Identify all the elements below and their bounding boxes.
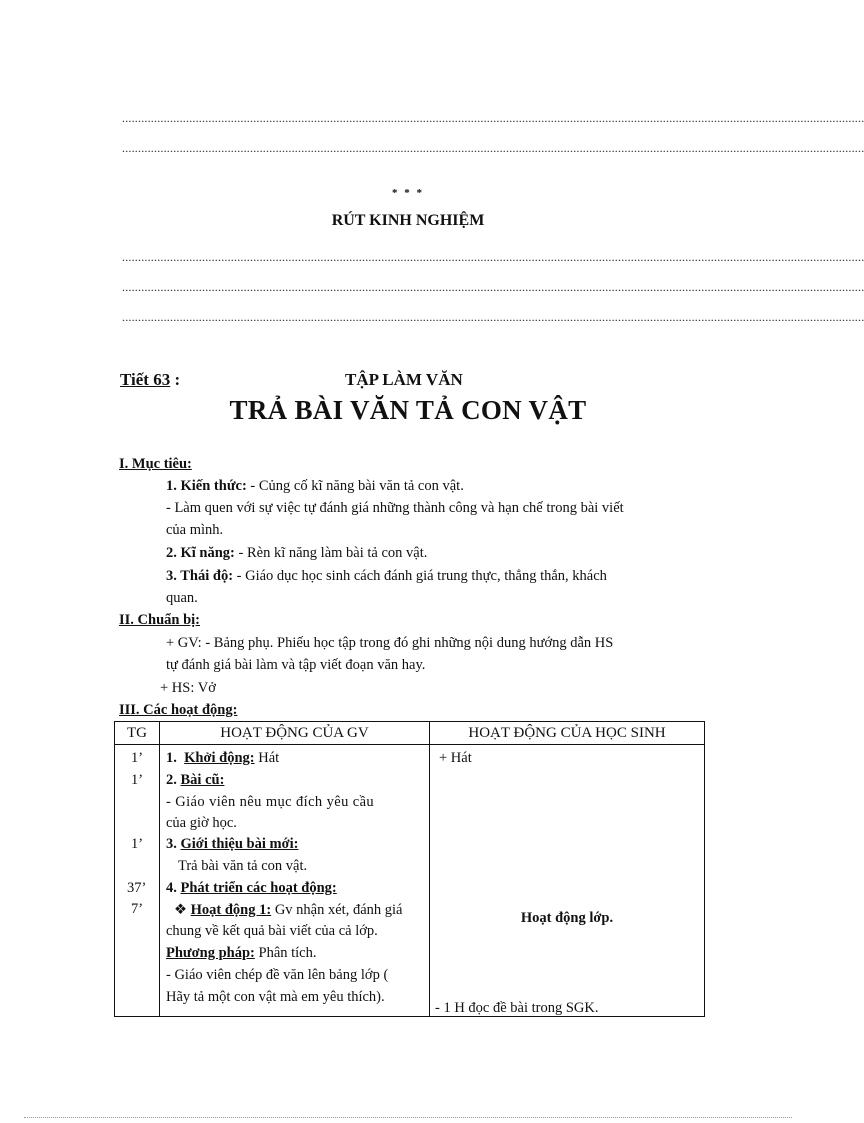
warmup-item: [166, 748, 279, 769]
dotted-line-1: ........................................................................................................................................................................................................................................: [122, 111, 864, 125]
objective-attitude-line2: quan.: [166, 590, 198, 606]
lesson-title: TRẢ BÀI VĂN TẢ CON VẬT: [229, 395, 587, 425]
objective-skill-text: - Rèn kĩ năng làm bài tả con vật.: [234, 545, 428, 561]
dotted-line-4: ........................................................................................................................................................................................................................................: [122, 280, 864, 294]
objective-knowledge-label: 1. Kiến thức:: [166, 478, 247, 494]
new-lesson-label: Giới thiệu bài mới:: [180, 836, 299, 852]
objective-knowledge-line2: - Làm quen với sự việc tự đánh giá những thành công và hạn chế trong bài viết: [166, 500, 624, 516]
objective-attitude-text: - Giáo dục học sinh cách đánh giá trung thực, thẳng thắn, khách: [233, 568, 607, 584]
warmup-text: Hát: [254, 750, 280, 766]
development-label: Phát triển các hoạt động:: [180, 880, 337, 896]
dotted-line-3: ........................................................................................................................................................................................................................................: [122, 250, 864, 264]
student-class-activity: Hoạt động lớp.: [520, 910, 614, 926]
objective-knowledge-text: - Củng cố kĩ năng bài văn tả con vật.: [246, 478, 464, 494]
page-bottom-border: [24, 1117, 792, 1118]
new-lesson-item: [166, 834, 298, 855]
preparation-student: + HS: Vở: [160, 680, 216, 696]
header-teacher-activity: HOẠT ĐỘNG CỦA GV: [160, 722, 430, 745]
time-value: 37’: [127, 880, 147, 896]
objective-attitude: [166, 565, 607, 587]
warmup-label: Khởi động:: [184, 750, 255, 766]
teacher-task-line1: - Giáo viên chép đề văn lên bảng lớp (: [166, 967, 389, 983]
table-body-row: [115, 745, 705, 1017]
student-read-topic: - 1 H đọc đề bài trong SGK.: [435, 1000, 599, 1016]
time-column: [115, 745, 160, 1017]
separator-stars: * * *: [392, 187, 424, 199]
activities-table: [114, 721, 705, 1017]
lesson-number-colon: :: [170, 370, 181, 389]
objective-skill-label: 2. Kĩ năng:: [166, 545, 235, 561]
activity-1-text: Gv nhận xét, đánh giá: [271, 902, 403, 918]
activity-1-line2: chung về kết quả bài viết của cả lớp.: [166, 923, 378, 939]
section-activities-heading-text: III. Các hoạt động:: [119, 702, 238, 718]
new-lesson-number: 3.: [166, 836, 177, 852]
lesson-number-label: Tiết 63: [120, 370, 171, 389]
rut-kinh-nghiem-heading: RÚT KINH NGHIỆM: [331, 212, 485, 229]
dotted-line-2: ........................................................................................................................................................................................................................................: [122, 141, 864, 155]
section-preparation-heading: [119, 609, 200, 631]
lesson-number: [120, 370, 180, 390]
old-lesson-line2: của giờ học.: [166, 815, 237, 831]
teacher-task-line2: Hãy tả một con vật mà em yêu thích).: [166, 989, 385, 1005]
time-value: 1’: [131, 772, 144, 788]
diamond-bullet-icon: ❖: [174, 902, 187, 918]
old-lesson-label: Bài cũ:: [180, 772, 225, 788]
activity-1-label: Hoạt động 1:: [190, 902, 272, 918]
student-sing: + Hát: [439, 750, 472, 766]
objective-knowledge-line3: của mình.: [166, 522, 224, 538]
time-value: 1’: [131, 750, 144, 766]
time-value: 7’: [131, 901, 144, 917]
objective-skill: [166, 542, 427, 564]
time-value: 1’: [131, 836, 144, 852]
method-text: Phân tích.: [254, 945, 317, 961]
new-lesson-text: Trả bài văn tả con vật.: [178, 858, 308, 874]
activity-1: [174, 900, 402, 921]
section-objectives-heading: [119, 453, 192, 475]
section-objectives-heading-text: I. Mục tiêu:: [119, 456, 192, 472]
student-activity-column: [430, 745, 705, 1017]
method-item: [166, 943, 317, 964]
warmup-number: 1.: [166, 750, 177, 766]
development-item: [166, 878, 337, 899]
old-lesson-line1: - Giáo viên nêu mục đích yêu cầu: [166, 794, 375, 810]
objective-attitude-label: 3. Thái độ:: [166, 568, 234, 584]
preparation-teacher-line2: tự đánh giá bài làm và tập viết đoạn văn hay.: [166, 657, 426, 673]
old-lesson-item: [166, 770, 224, 791]
preparation-teacher: + GV: - Bảng phụ. Phiếu học tập trong đó ghi những nội dung hướng dẫn HS: [166, 635, 614, 651]
objective-knowledge: [166, 475, 464, 497]
old-lesson-number: 2.: [166, 772, 177, 788]
header-student-activity: HOẠT ĐỘNG CỦA HỌC SINH: [430, 722, 705, 745]
table-header-row: [115, 722, 705, 745]
section-preparation-heading-text: II. Chuẩn bị:: [119, 612, 200, 628]
section-activities-heading: [119, 699, 237, 721]
development-number: 4.: [166, 880, 177, 896]
lesson-subject: TẬP LÀM VĂN: [345, 370, 463, 389]
method-label: Phương pháp:: [166, 945, 255, 961]
dotted-line-5: ........................................................................................................................................................................................................................................: [122, 310, 864, 324]
header-tg: TG: [115, 722, 160, 745]
teacher-activity-column: [160, 745, 430, 1017]
